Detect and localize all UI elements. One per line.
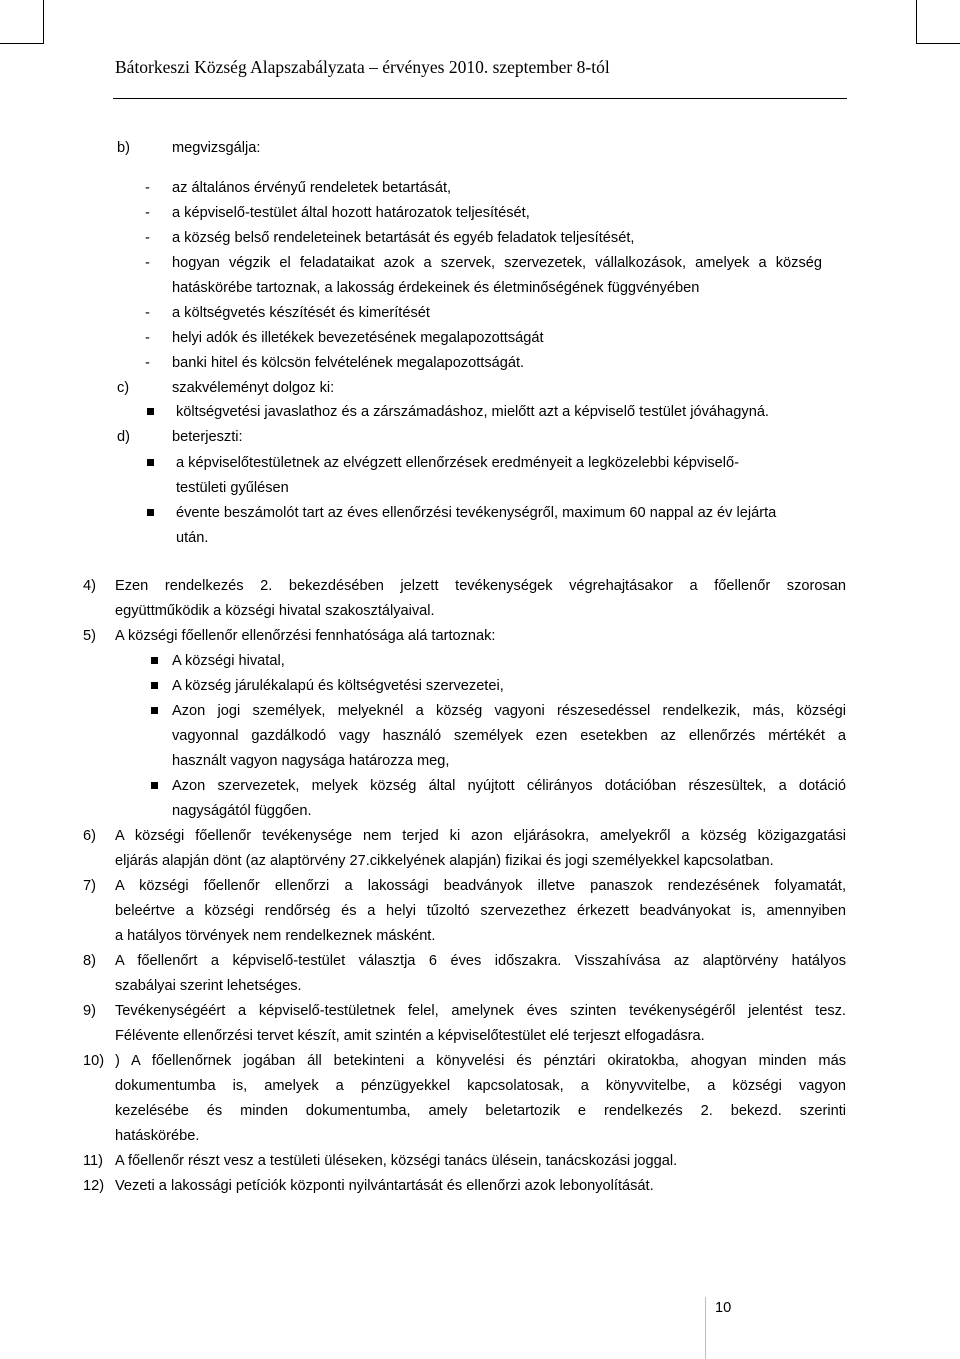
header-rule bbox=[113, 98, 847, 99]
section-d-title: beterjeszti: bbox=[172, 429, 243, 445]
section-b-label: b) bbox=[117, 140, 130, 156]
page-number: 10 bbox=[705, 1297, 765, 1359]
paragraph-text-line: ) A főellenőrnek jogában áll betekinteni a könyvelési és pénztári okiratokba, ahogyan minden más bbox=[115, 1053, 846, 1069]
paragraph-number: 6) bbox=[83, 828, 96, 844]
paragraph-number: 7) bbox=[83, 878, 96, 894]
crop-mark-right bbox=[916, 0, 960, 44]
bullet-text-line: Azon szervezetek, melyek község által nyújtott célirányos dotációban részesültek, a dotáció bbox=[172, 778, 846, 794]
paragraph-text-line: A főellenőrt a képviselő-testület választja 6 éves időszakra. Visszahívása az alaptörvény hatályos bbox=[115, 953, 846, 969]
section-d-item-line: után. bbox=[176, 530, 209, 546]
paragraph-text-line: A főellenőr részt vesz a testületi üléseken, községi tanács ülésein, tanácskozási joggal. bbox=[115, 1153, 678, 1169]
section-b-item-line: banki hitel és kölcsön felvételének megalapozottságát. bbox=[172, 355, 525, 371]
paragraph-text-line: eljárás alapján dönt (az alaptörvény 27.cikkelyének alapján) fizikai és jogi személyekkel kapcsolatban. bbox=[115, 853, 774, 869]
section-d-item-line: testületi gyűlésen bbox=[176, 480, 289, 496]
section-d-label: d) bbox=[117, 429, 130, 445]
paragraph-number: 4) bbox=[83, 578, 96, 594]
paragraph-text-line: szabályai szerint lehetséges. bbox=[115, 978, 302, 994]
bullet-text-line: használt vagyon nagysága határozza meg, bbox=[172, 753, 450, 769]
section-c-title: szakvéleményt dolgoz ki: bbox=[172, 380, 335, 396]
paragraph-number: 11) bbox=[83, 1153, 104, 1169]
section-c-item-line: költségvetési javaslathoz és a zárszámadáshoz, mielőtt azt a képviselő testület jóváhagyná. bbox=[176, 404, 769, 420]
dash-marker: - bbox=[145, 305, 150, 321]
paragraph-number: 9) bbox=[83, 1003, 96, 1019]
paragraph-text-line: Félévente ellenőrzési tervet készít, amit szintén a képviselőtestület elé terjeszt elfogadásra. bbox=[115, 1028, 705, 1044]
bullet-text-line: vagyonnal gazdálkodó vagy használó személyek ezen esetekben az ellenőrzés mértékét a bbox=[172, 728, 846, 744]
section-b-item-line: az általános érvényű rendeletek betartását, bbox=[172, 180, 452, 196]
paragraph-text-line: hatáskörébe. bbox=[115, 1128, 200, 1144]
paragraph-text-line: dokumentumba is, amelyek a pénzügyekkel kapcsolatosak, a könyvvitelbe, a községi vagyon bbox=[115, 1078, 846, 1094]
bullet-square-icon bbox=[151, 682, 158, 689]
section-b-item-line: hogyan végzik el feladataikat azok a szervek, szervezetek, vállalkozások, amelyek a község bbox=[172, 255, 822, 271]
paragraph-number: 5) bbox=[83, 628, 96, 644]
section-b-title: megvizsgálja: bbox=[172, 140, 261, 156]
bullet-text-line: nagyságától függően. bbox=[172, 803, 312, 819]
paragraph-number: 12) bbox=[83, 1178, 105, 1194]
section-c-label: c) bbox=[117, 380, 130, 396]
paragraph-text-line: Tevékenységéért a képviselő-testületnek felel, amelynek éves szinten tevékenységéről jelentést tesz. bbox=[115, 1003, 846, 1019]
bullet-square-icon bbox=[147, 408, 154, 415]
dash-marker: - bbox=[145, 355, 150, 371]
page-header-title: Bátorkeszi Község Alapszabályzata – érvényes 2010. szeptember 8-tól bbox=[115, 57, 610, 77]
paragraph-text-line: A községi főellenőr ellenőrzi a lakossági beadványok illetve panaszok rendezésének folyamatát, bbox=[115, 878, 846, 894]
bullet-text-line: Azon jogi személyek, melyeknél a község vagyoni részesedéssel rendelkezik, más, községi bbox=[172, 703, 846, 719]
section-b-item-line: a költségvetés készítését és kimerítését bbox=[172, 305, 430, 321]
bullet-square-icon bbox=[147, 509, 154, 516]
bullet-text-line: A községi hivatal, bbox=[172, 653, 285, 669]
dash-marker: - bbox=[145, 255, 150, 271]
bullet-square-icon bbox=[151, 707, 158, 714]
paragraph-text-line: A községi főellenőr tevékenysége nem terjed ki azon eljárásokra, amelyekről a község közigazgatási bbox=[115, 828, 846, 844]
dash-marker: - bbox=[145, 230, 150, 246]
paragraph-text-line: kezelésébe és minden dokumentumba, amely beletartozik e rendelkezés 2. bekezd. szerinti bbox=[115, 1103, 846, 1119]
paragraph-text-line: Ezen rendelkezés 2. bekezdésében jelzett tevékenységek végrehajtásakor a főellenőr szorosan bbox=[115, 578, 846, 594]
section-b-item-line: hatáskörébe tartoznak, a lakosság érdekeinek és életminőségének függvényében bbox=[172, 280, 700, 296]
bullet-square-icon bbox=[151, 782, 158, 789]
crop-mark-left bbox=[0, 0, 44, 44]
paragraph-text-line: Vezeti a lakossági petíciók központi nyilvántartását és ellenőrzi azok lebonyolítását. bbox=[115, 1178, 654, 1194]
paragraph-text-line: beleértve a községi rendőrség és a helyi tűzoltó szervezethez érkezett beadványokat is, amennyiben bbox=[115, 903, 846, 919]
paragraph-text-line: A községi főellenőr ellenőrzési fennhatósága alá tartoznak: bbox=[115, 628, 496, 644]
section-d-item-line: a képviselőtestületnek az elvégzett ellenőrzések eredményeit a legközelebbi képviselő- bbox=[176, 455, 739, 471]
paragraph-number: 8) bbox=[83, 953, 96, 969]
dash-marker: - bbox=[145, 330, 150, 346]
paragraph-text-line: a hatályos törvények nem rendelkeznek másként. bbox=[115, 928, 436, 944]
section-b-item-line: a képviselő-testület által hozott határozatok teljesítését, bbox=[172, 205, 530, 221]
bullet-square-icon bbox=[151, 657, 158, 664]
section-b-item-line: helyi adók és illetékek bevezetésének megalapozottságát bbox=[172, 330, 544, 346]
paragraph-number: 10) bbox=[83, 1053, 105, 1069]
dash-marker: - bbox=[145, 180, 150, 196]
section-d-item-line: évente beszámolót tart az éves ellenőrzési tevékenységről, maximum 60 nappal az év lejárta bbox=[176, 505, 777, 521]
dash-marker: - bbox=[145, 205, 150, 221]
paragraph-text-line: együttműködik a községi hivatal szakosztályaival. bbox=[115, 603, 435, 619]
bullet-text-line: A község járulékalapú és költségvetési szervezetei, bbox=[172, 678, 504, 694]
section-b-item-line: a község belső rendeleteinek betartását és egyéb feladatok teljesítését, bbox=[172, 230, 635, 246]
bullet-square-icon bbox=[147, 459, 154, 466]
